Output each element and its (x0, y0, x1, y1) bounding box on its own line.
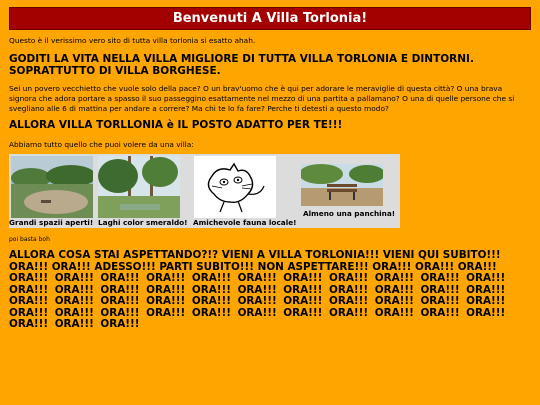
ora-word: ORA!!! (325, 306, 369, 319)
ora-word: ORA!!! (279, 283, 323, 296)
gallery-intro: Abbiamo tutto quello che puoi volere da una villa: (9, 140, 194, 149)
ora-word: ORA!!! (51, 295, 94, 307)
ora-word: ORA!!! (142, 272, 186, 284)
ora-word: ORA!!! (188, 283, 231, 296)
ora-word: ORA!!! (51, 306, 94, 319)
ora-repeat-list (9, 272, 508, 330)
ora-word: ORA!!! (233, 283, 277, 296)
ora-word: ORA!!! (462, 306, 506, 319)
ora-word: ORA!!! (51, 283, 94, 296)
ora-word: ORA!!! (325, 272, 369, 284)
ora-word: ORA!!! (96, 306, 140, 319)
ora-word: ORA!!! (96, 272, 140, 284)
ora-word: ORA!!! (51, 272, 94, 284)
gallery-caption-2: Laghi color smeraldo! (98, 218, 188, 227)
headline-2: ALLORA VILLA TORLLONIA è IL POSTO ADATTO PER TE!!! (9, 119, 343, 131)
ora-word: ORA!!! (233, 306, 277, 319)
ora-word: ORA!!! (9, 306, 49, 319)
ora-word: ORA!!! (325, 295, 369, 307)
ora-word: ORA!!! (142, 283, 186, 296)
ora-word: ORA!!! (233, 272, 277, 284)
ora-word: ORA!!! (96, 283, 140, 296)
ora-word: ORA!!! (96, 295, 140, 307)
open-space-photo (11, 156, 93, 218)
ora-word: ORA!!! (51, 318, 94, 330)
gallery-caption-1: Grandi spazii aperti! (9, 218, 94, 227)
ora-word: ORA!!! (279, 295, 323, 307)
page-title-banner (9, 7, 531, 30)
ora-word: ORA!!! (462, 295, 506, 307)
ora-word: ORA!!! (416, 306, 460, 319)
ora-word: ORA!!! (371, 295, 414, 307)
page-title: Benvenuti A Villa Torlonia! (172, 11, 368, 26)
ora-word: ORA!!! (142, 306, 186, 319)
ora-word: ORA!!! (142, 295, 186, 307)
bench-photo (301, 164, 383, 206)
photo-gallery (9, 154, 400, 228)
intro-text: Questo è il verissimo vero sito di tutta villa torlonia si esatto ahah. (9, 36, 256, 45)
ora-word: ORA!!! (371, 283, 414, 296)
gallery-caption-4: Almeno una panchina! (303, 209, 396, 218)
ora-word: ORA!!! (233, 295, 277, 307)
ora-word: ORA!!! (9, 283, 49, 296)
footnote-text: poi basta boh (9, 236, 50, 243)
gallery-caption-3: Amichevole fauna locale! (193, 218, 297, 227)
ora-word: ORA!!! (96, 318, 140, 330)
ora-word: ORA!!! (325, 283, 369, 296)
lake-photo (98, 156, 180, 218)
ora-word: ORA!!! (188, 295, 231, 307)
final-shout-lead: ALLORA COSA STAI ASPETTANDO?!? VIENI A VILLA TORLONIA!!! VIENI QUI SUBITO!!! ORA!!! ORA!!! ADESSO!!! PARTI SUBITO!!! NON ASPETTARE!!! ORA!!! ORA!!! ORA!!! ORA!!! (9, 249, 501, 284)
ora-word: ORA!!! (188, 306, 231, 319)
ora-word: ORA!!! (416, 272, 460, 284)
ora-word: ORA!!! (371, 306, 414, 319)
description-paragraph: Sei un povero vecchietto che vuole solo della pace? O un brav'uomo che è qui per adorare le meraviglie di questa città? O una brava signora che adora portare a spasso il suo passeggino esattamente nel mezzo di una partita a pallamano? O una di quelle persone che si svegliano alle 6 di mattina per andare a correre? Ma chi te lo fa fare? Perche ti detesti a questo modo? (9, 84, 515, 113)
ora-word: ORA!!! (279, 306, 323, 319)
ora-word: ORA!!! (462, 283, 506, 296)
ora-word: ORA!!! (462, 272, 506, 284)
ora-word: ORA!!! (371, 272, 414, 284)
ora-word: ORA!!! (416, 295, 460, 307)
ora-word: ORA!!! (9, 295, 49, 307)
final-shout (9, 250, 533, 331)
ora-word: ORA!!! (9, 318, 49, 330)
headline-1: GODITI LA VITA NELLA VILLA MIGLIORE DI TUTTA VILLA TORLONIA E DINTORNI. SOPRATTUTTO DI VILLA BORGHESE. (9, 53, 474, 77)
fauna-cartoon (194, 156, 276, 218)
ora-word: ORA!!! (279, 272, 323, 284)
ora-word: ORA!!! (188, 272, 231, 284)
ora-word: ORA!!! (416, 283, 460, 296)
